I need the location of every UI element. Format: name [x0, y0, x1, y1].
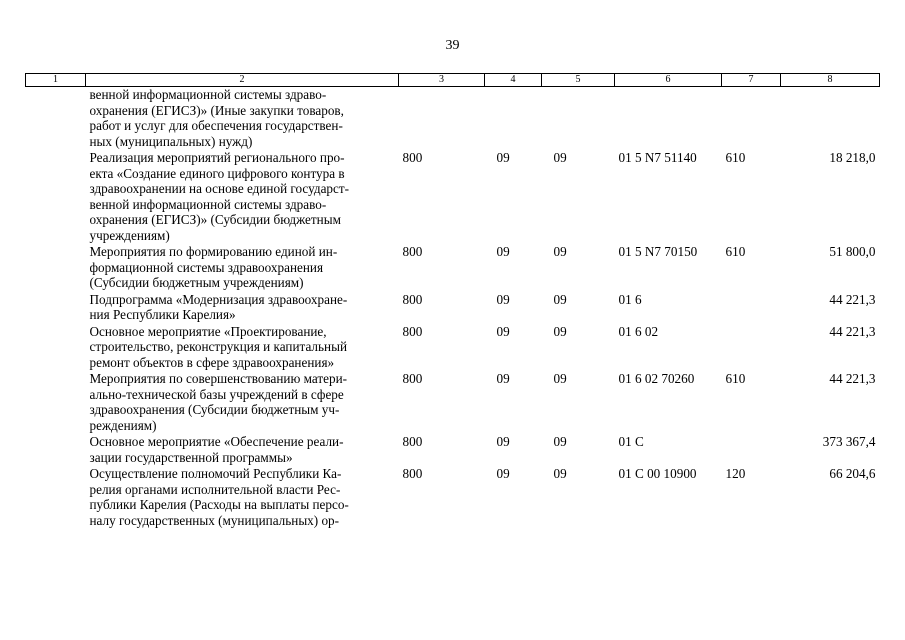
target-article-code: [615, 87, 722, 151]
table-row: [26, 150, 880, 244]
expense-type-code: [722, 324, 781, 372]
column-header: 8: [781, 74, 880, 87]
grbs-code: 800: [402, 323, 423, 339]
row-index-cell: [26, 292, 86, 324]
grbs-code: 800: [402, 371, 423, 386]
page-number: 39: [445, 38, 460, 53]
grbs-code: 800: [402, 434, 423, 449]
expense-type-code: 610: [725, 371, 746, 386]
table-row: [26, 466, 880, 529]
table-row: [26, 371, 880, 434]
section-code: 09: [496, 244, 510, 259]
section-code: 09: [496, 466, 510, 481]
subsection-code: 09: [553, 291, 567, 307]
row-index-cell: [26, 466, 86, 529]
section-code: 09: [496, 371, 510, 386]
expense-type-code: 120: [725, 466, 746, 481]
table-row: [26, 434, 880, 466]
expense-description: Основное мероприятие «Обеспечение реали- зации государственной программы»: [89, 434, 344, 465]
section-code: 09: [496, 434, 510, 449]
budget-table: [25, 73, 880, 529]
expense-description: Осуществление полномочий Республики Ка- релия органами исполнительной власти Рес- публики Карелия (Расходы на выплаты персо- налу государственных (муниципальных) ор-: [89, 466, 349, 528]
section-code: 09: [496, 323, 510, 339]
row-index-cell: [26, 244, 86, 292]
table-row: [26, 292, 880, 324]
column-number-row: [26, 74, 880, 87]
column-header: 4: [485, 74, 542, 87]
subsection-code: 09: [553, 371, 567, 386]
subsection-code: 09: [553, 323, 567, 339]
expense-description: Мероприятия по совершенствованию матери- ально-технической базы учреждений в сфере здравоохранения (Субсидии бюджетным уч- реждениям): [89, 371, 348, 433]
target-article-code: 01 5 N7 70150: [618, 244, 698, 259]
column-header: 5: [542, 74, 615, 87]
section-code: 09: [496, 291, 510, 307]
amount-value: 66 204,6: [829, 466, 876, 481]
expense-type-code: [722, 292, 781, 324]
amount-value: 44 221,3: [829, 371, 876, 386]
row-index-cell: [26, 150, 86, 244]
expense-description: Мероприятия по формированию единой ин- формационной системы здравоохранения (Субсидии бюджетным учреждениям): [89, 244, 338, 290]
expense-description: Основное мероприятие «Проектирование, строительство, реконструкция и капитальный ремонт объектов в сфере здравоохранения»: [89, 323, 348, 370]
amount-value: 18 218,0: [829, 150, 876, 165]
amount-value: 51 800,0: [829, 244, 876, 259]
table-row: [26, 324, 880, 372]
amount-value: [781, 87, 880, 151]
subsection-code: 09: [553, 466, 567, 481]
table-row: [26, 244, 880, 292]
grbs-code: 800: [402, 150, 423, 165]
expense-type-code: 610: [725, 244, 746, 259]
row-index-cell: [26, 87, 86, 151]
grbs-code: [399, 87, 485, 151]
expense-description: Реализация мероприятий регионального про- екта «Создание единого цифрового контура в здравоохранении на основе единой государст- венной информационной системы здраво- охранения (ЕГИСЗ)» (Субсидии бюджетным учреждениям): [89, 150, 350, 243]
table-header: [26, 74, 880, 87]
amount-value: 373 367,4: [822, 434, 876, 449]
expense-description: Подпрограмма «Модернизация здравоохране- ния Республики Карелия»: [89, 291, 348, 322]
target-article-code: 01 С: [618, 434, 644, 449]
subsection-code: 09: [553, 434, 567, 449]
amount-value: 44 221,3: [829, 291, 876, 307]
table-body: [26, 87, 880, 530]
row-index-cell: [26, 371, 86, 434]
column-header: 2: [86, 74, 399, 87]
amount-value: 44 221,3: [829, 323, 876, 339]
section-code: 09: [496, 150, 510, 165]
target-article-code: 01 5 N7 51140: [618, 150, 697, 165]
row-index-cell: [26, 434, 86, 466]
expense-type-code: 610: [725, 150, 746, 165]
grbs-code: 800: [402, 244, 423, 259]
column-header: 3: [399, 74, 485, 87]
grbs-code: 800: [402, 466, 423, 481]
expense-type-code: [722, 434, 781, 466]
section-code: [485, 87, 542, 151]
subsection-code: 09: [553, 244, 567, 259]
target-article-code: 01 6 02: [618, 323, 659, 339]
grbs-code: 800: [402, 291, 423, 307]
target-article-code: 01 С 00 10900: [618, 466, 697, 481]
subsection-code: 09: [553, 150, 567, 165]
row-index-cell: [26, 324, 86, 372]
expense-type-code: [722, 87, 781, 151]
column-header: 1: [26, 74, 86, 87]
expense-description: венной информационной системы здраво- охранения (ЕГИСЗ)» (Иные закупки товаров, работ и услуг для обеспечения государствен- ных (муниципальных) нужд): [89, 87, 344, 149]
column-header: 7: [722, 74, 781, 87]
target-article-code: 01 6: [618, 291, 642, 307]
subsection-code: [542, 87, 615, 151]
column-header: 6: [615, 74, 722, 87]
table-row: [26, 87, 880, 151]
target-article-code: 01 6 02 70260: [618, 371, 695, 386]
